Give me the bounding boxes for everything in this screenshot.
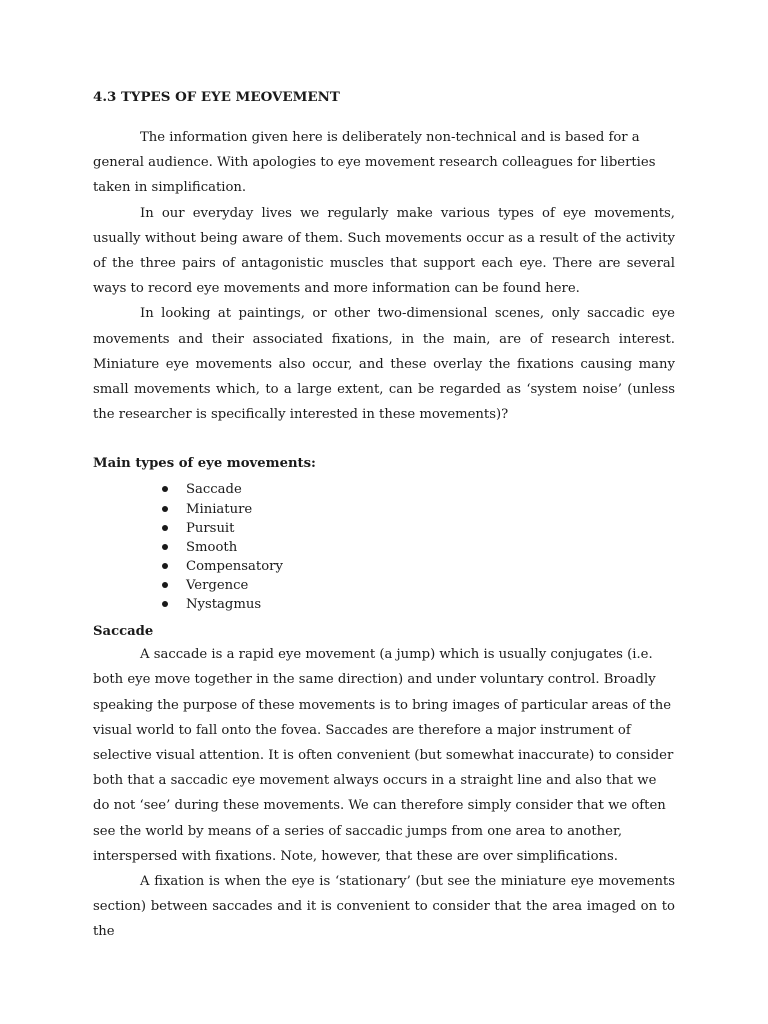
bullet-icon — [162, 582, 168, 588]
document-page — [93, 84, 675, 945]
spacer — [93, 614, 675, 622]
bullet-icon — [162, 506, 168, 512]
list-item: Smooth — [93, 538, 675, 557]
saccade-title: Saccade — [93, 624, 154, 640]
bullet-icon — [162, 601, 168, 607]
list-item: Saccade — [93, 480, 675, 499]
saccade-paragraph-2: A fixation is when the eye is ‘stationary’ (but see the miniature eye movements section) between saccades and it is convenient to consider that the area imaged on to the — [93, 873, 675, 940]
list-item: Compensatory — [93, 557, 675, 576]
section-heading: 4.3 TYPES OF EYE MEOVEMENT — [93, 89, 340, 105]
intro-paragraph-1: The information given here is deliberately non-technical and is based for a general audience. With apologies to eye movement research colleagues for liberties taken in simplification. — [93, 130, 656, 196]
bullet-icon — [162, 525, 168, 531]
intro-paragraph-2: In our everyday lives we regularly make various types of eye movements, usually without being aware of them. Such movements occur as a result of the activity of the three pairs of antagonistic muscles that support each eye. There are several ways to record eye movements and more information can be found here. — [93, 205, 675, 297]
eye-movement-types-list — [93, 480, 675, 614]
bullet-icon — [162, 563, 168, 569]
main-types-title: Main types of eye movements: — [93, 456, 316, 472]
list-item: Vergence — [93, 576, 675, 595]
bullet-icon — [162, 544, 168, 550]
list-item: Nystagmus — [93, 595, 675, 614]
spacer — [93, 106, 675, 125]
list-item: Miniature — [93, 500, 675, 519]
saccade-paragraph-1: A saccade is a rapid eye movement (a jump) which is usually conjugates (i.e. both eye move together in the same direction) and under voluntary control. Broadly speaking the purpose of these movements is to bring images of particular areas of the visual world to fall onto the fovea. Saccades are therefore a major instrument of selective visual attention. It is often convenient (but somewhat inaccurate) to consider both that a saccadic eye movement always occurs in a straight line and also that we do not ‘see’ during these movements. We can therefore simply consider that we often see the world by means of a series of saccadic jumps from one area to another, interspersed with fixations. Note, however, that these are over simplifications. — [93, 647, 674, 864]
bullet-icon — [162, 486, 168, 492]
intro-paragraph-3: In looking at paintings, or other two-dimensional scenes, only saccadic eye movements and their associated fixations, in the main, are of research interest. Miniature eye movements also occur, and these overlay the fixations causing many small movements which, to a large extent, can be regarded as ‘system noise’ (unless the researcher is specifically interested in these movements)? — [93, 306, 675, 423]
list-item: Pursuit — [93, 519, 675, 538]
spacer — [93, 427, 675, 454]
